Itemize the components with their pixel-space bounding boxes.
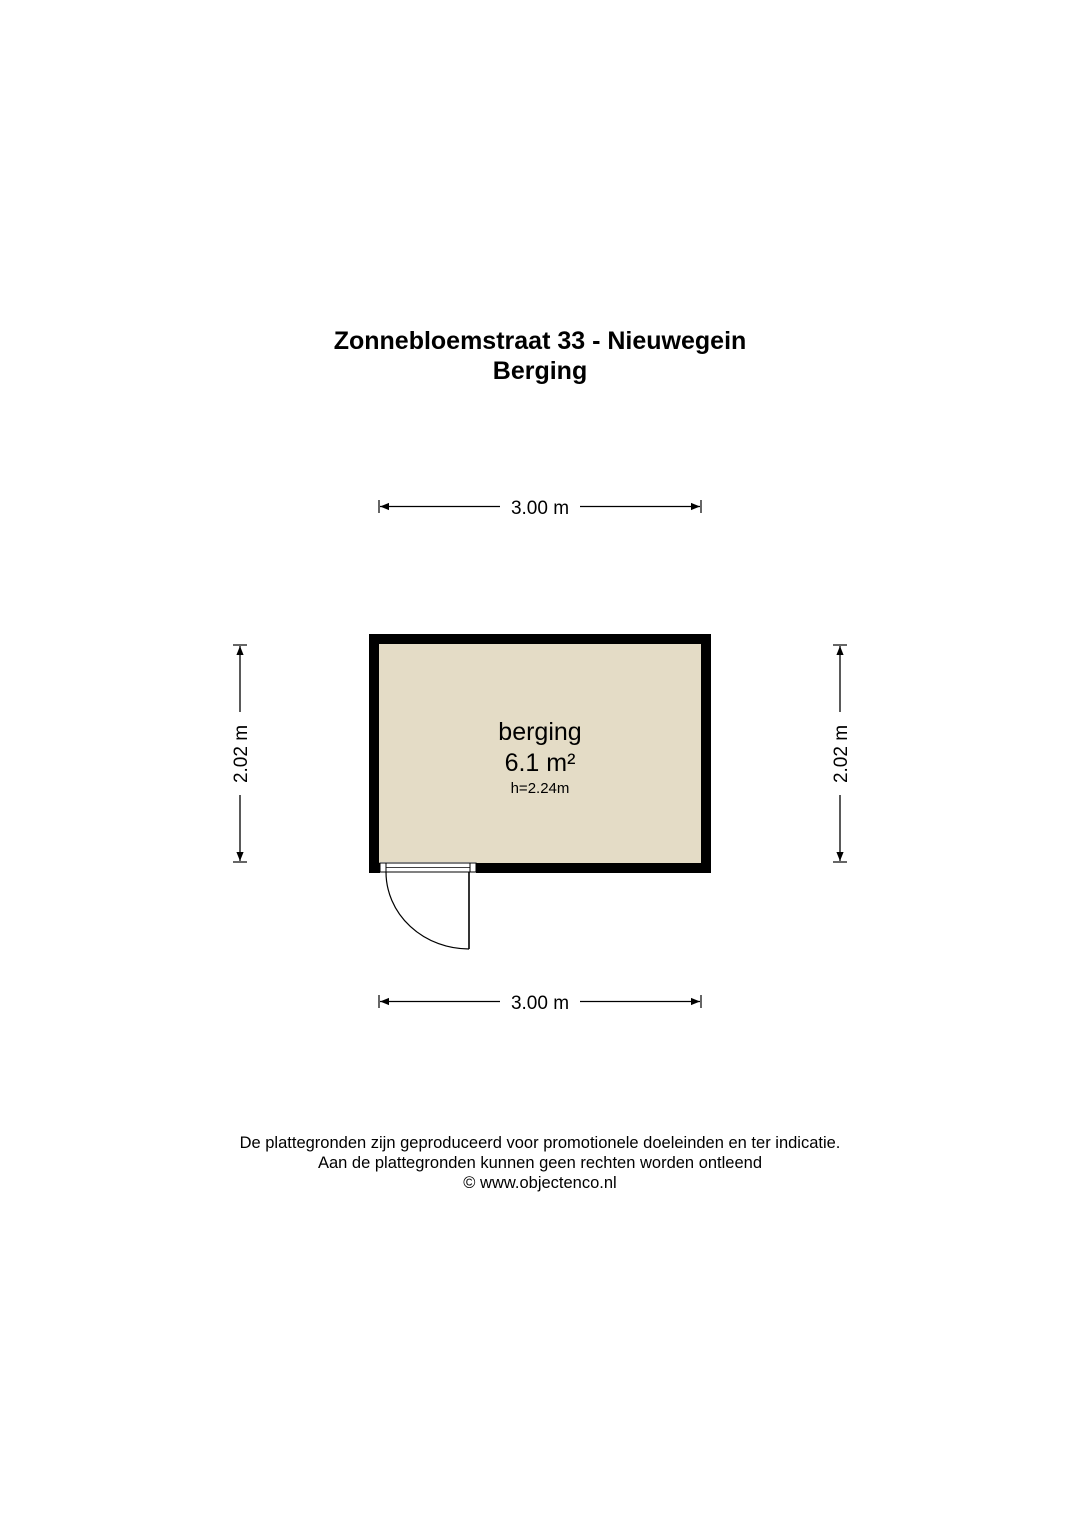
dimension-left-label: 2.02 m — [231, 724, 252, 784]
dimension-bottom-label: 3.00 m — [510, 993, 570, 1014]
room-berging — [369, 634, 711, 949]
disclaimer — [0, 1133, 1080, 1193]
dimension-right — [831, 645, 852, 862]
address-title: Zonnebloemstraat 33 - Nieuwegein — [333, 327, 747, 355]
dimension-top — [379, 498, 701, 519]
disclaimer-line-1: De plattegronden zijn geproduceerd voor promotionele doeleinden en ter indicatie. — [239, 1134, 841, 1152]
door-threshold — [380, 863, 476, 872]
floor-title: Berging — [492, 357, 588, 385]
room-area: 6.1 m² — [504, 749, 576, 777]
dimension-top-label: 3.00 m — [510, 498, 570, 519]
dimension-bottom — [379, 993, 701, 1014]
dimension-right-label: 2.02 m — [831, 724, 852, 784]
disclaimer-line-2: Aan de plattegronden kunnen geen rechten worden ontleend — [317, 1154, 763, 1172]
room-height: h=2.24m — [510, 780, 570, 797]
copyright-line: © www.objectenco.nl — [463, 1174, 617, 1192]
room-name: berging — [498, 718, 582, 746]
dimension-left — [231, 645, 252, 862]
door-swing — [386, 872, 469, 949]
